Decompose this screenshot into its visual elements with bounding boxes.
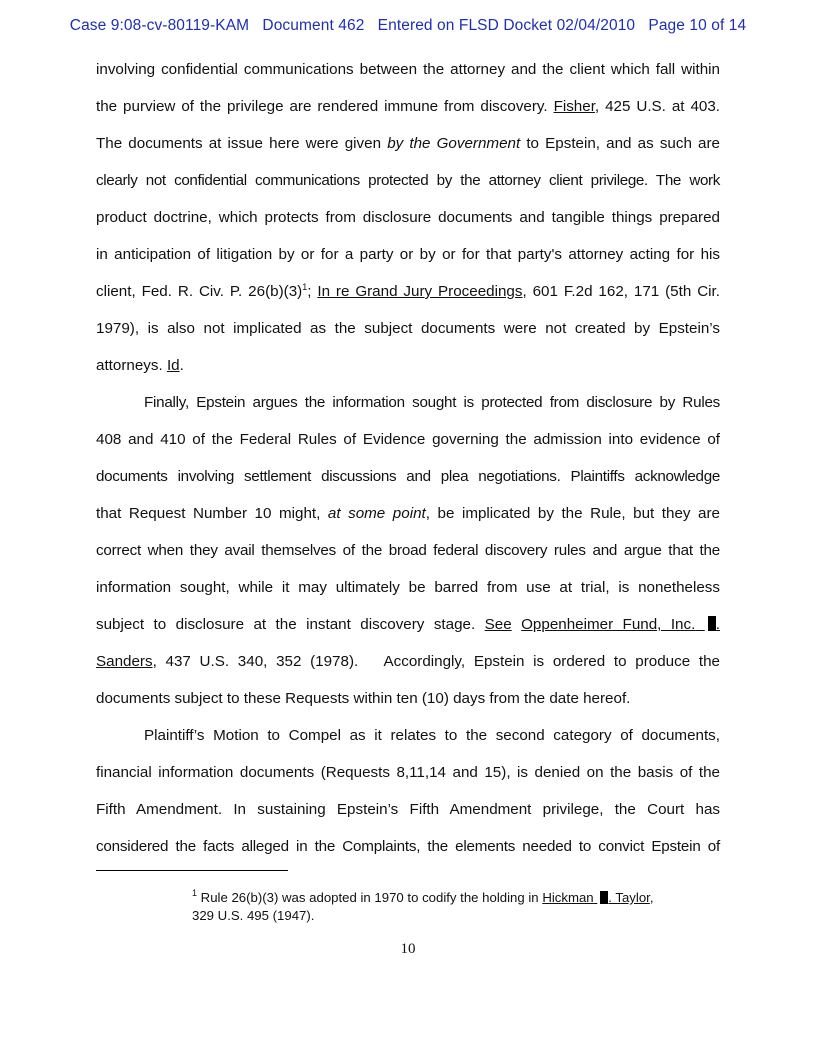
case-citation: Sanders [96, 653, 153, 670]
text-run: Rule 26(b)(3) was adopted in 1970 to codify the holding in [197, 890, 543, 905]
body-line: 408 and 410 of the Federal Rules of Evidence governing the admission into evidence of [96, 431, 720, 448]
text-run: , 425 U.S. at 403. [594, 98, 720, 115]
docket-header [0, 17, 816, 35]
body-line [96, 650, 720, 687]
text-run: Oppenheimer Fund, Inc. [521, 616, 696, 633]
text-run: the purview of the privilege are rendered immune from discovery. [96, 98, 548, 115]
body-line [96, 280, 720, 317]
body-line: financial information documents (Requests 8,11,14 and 15), is denied on the basis of the [96, 764, 720, 781]
case-number: Case 9:08-cv-80119-KAM [69, 17, 250, 34]
body-line: documents involving settlement discussions and plea negotiations. Plaintiffs acknowledge [96, 468, 720, 485]
text-run: ; [307, 283, 318, 300]
body-line: Fifth Amendment. In sustaining Epstein’s Fifth Amendment privilege, the Court has [96, 801, 720, 818]
text-run: Hickman [542, 890, 594, 905]
case-citation: In re Grand Jury Proceedings [317, 283, 523, 300]
text-run: , 601 F.2d 162, 171 (5th Cir. [522, 283, 720, 300]
body-line: involving confidential communications between the attorney and the client which fall within [96, 61, 720, 78]
footnote-number: 1 [192, 888, 198, 898]
footnote-line: 329 U.S. 495 (1947). [192, 908, 315, 923]
document-number: Document 462 [262, 17, 365, 34]
body-line: Finally, Epstein argues the information sought is protected from disclosure by Rules [144, 394, 720, 411]
footnote [192, 889, 704, 925]
footnote-line [192, 889, 704, 907]
case-citation: Id [166, 357, 180, 374]
emphasis: by the Government [387, 135, 521, 152]
page-number: 10 [400, 941, 416, 957]
docket-entry: Entered on FLSD Docket 02/04/2010 [377, 17, 636, 34]
body-line [96, 354, 720, 391]
body-line [96, 613, 720, 650]
signal-see: See [484, 616, 512, 633]
page-indicator: Page 10 of 14 [648, 17, 747, 34]
body-line: Plaintiff’s Motion to Compel as it relates to the second category of documents, [144, 727, 720, 744]
body-line: 1979), is also not implicated as the subject documents were not created by Epstein’s [96, 320, 720, 337]
text-run: attorneys. [96, 357, 163, 374]
text-run: . [179, 357, 184, 374]
body-line: documents subject to these Requests within ten (10) days from the date hereof. [96, 690, 631, 707]
text-run: , [649, 890, 654, 905]
redaction-mark [708, 616, 716, 631]
body-line [96, 132, 720, 169]
emphasis: at some point [327, 505, 426, 522]
body-line: clearly not confidential communications protected by the attorney client privilege. The work [96, 172, 720, 189]
text-run: , be implicated by the Rule, but they are [425, 505, 720, 522]
body-line: in anticipation of litigation by or for a party or by or for that party's attorney acting for his [96, 246, 720, 263]
body-line: information sought, while it may ultimately be barred from use at trial, is nonetheless [96, 579, 720, 596]
body-line [96, 95, 720, 132]
text-run: . Taylor [608, 890, 650, 905]
case-citation [521, 616, 720, 633]
footnote-marker: 1 [302, 282, 308, 292]
body-line [96, 502, 720, 539]
footnote-divider [96, 870, 288, 871]
text-run: that Request Number 10 might, [96, 505, 328, 522]
body-line: considered the facts alleged in the Complaints, the elements needed to convict Epstein of [96, 838, 720, 855]
text-run: to Epstein, and as such are [520, 135, 720, 152]
case-citation: Fisher [553, 98, 595, 115]
body-line: product doctrine, which protects from disclosure documents and tangible things prepared [96, 209, 720, 226]
text-run: . [715, 616, 720, 633]
case-citation [542, 890, 650, 905]
text-run: , 437 U.S. 340, 352 (1978). Accordingly, Epstein is ordered to produce the [152, 653, 720, 670]
body-line: correct when they avail themselves of the broad federal discovery rules and argue that the [96, 542, 720, 559]
text-run: The documents at issue here were given [96, 135, 388, 152]
text-run: client, Fed. R. Civ. P. 26(b)(3) [96, 283, 303, 300]
text-run: subject to disclosure at the instant discovery stage. [96, 616, 476, 633]
document-body [96, 58, 720, 872]
